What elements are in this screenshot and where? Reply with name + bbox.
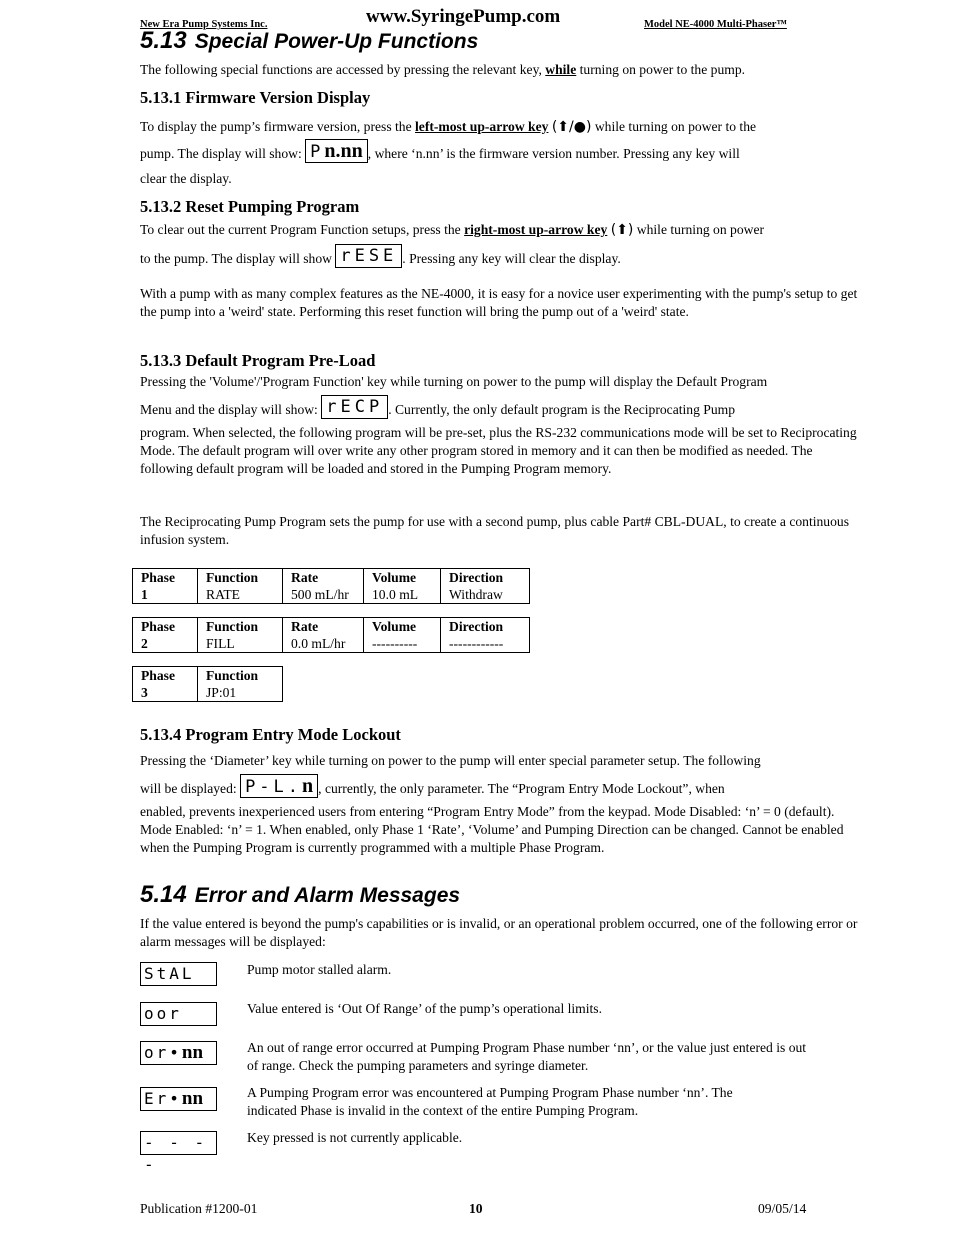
header-cell: Direction [441, 569, 530, 587]
preload-para-rest: program. When selected, the following program will be pre-set, plus the RS-232 communications mode will be set to Reciprocating Mode. The default program will over write any other program stored in memory and it can then be modified as needed. The following default program will be loaded and stored in the Pumping Program memory. [140, 425, 857, 476]
lcd-error-er-nn [140, 1087, 217, 1111]
header-cell: Volume [364, 618, 441, 636]
lcd-error-stall [140, 962, 217, 986]
section-title: Error and Alarm Messages [194, 884, 461, 907]
header-cell: Direction [441, 618, 530, 636]
header-cell: Phase [133, 569, 198, 587]
cell: 1 [133, 586, 198, 604]
footer-page-number: 10 [469, 1201, 483, 1216]
lcd-display-recp: rECP [321, 395, 388, 419]
text: while turning on power to the [591, 119, 757, 134]
lcd-segment-text: P [310, 142, 325, 162]
error-desc-or-nn: An out of range error occurred at Pumping Program Phase number ‘nn’, or the value just entered is out of range. Check the pumping parameters and syringe diameter. [247, 1040, 807, 1073]
subsection-5-13-3-heading: 5.13.3 Default Program Pre-Load [140, 351, 376, 370]
lcd-segment-text: Er• [144, 1089, 182, 1108]
cell: RATE [198, 586, 283, 604]
text: . Currently, the only default program is the Reciprocating Pump [388, 402, 736, 417]
lcd-display-reset: rESE [335, 244, 402, 268]
up-arrow-icon: (⬆) [610, 222, 634, 238]
lockout-para-rest: enabled, prevents inexperienced users from entering “Program Entry Mode” from the keypad. Mode Disabled: ‘n’ = 0 (default). Mode Enabled: ‘n’ = 1. When enabled, only Phase 1 ‘Rate’, ‘Volume’ and Pumping Direction can be changed. Cannot be enabled when the Pumping Program is currently programmed with a multiple Phase Program. [140, 804, 844, 855]
header-cell: Rate [283, 569, 364, 587]
header-cell: Function [198, 667, 283, 685]
text: , currently, the only parameter. The “Program Entry Mode Lockout”, when [318, 781, 725, 796]
header-cell: Function [198, 618, 283, 636]
text: To clear out the current Program Function setups, press the [140, 222, 465, 237]
cell: ------------ [441, 635, 530, 653]
cell: FILL [198, 635, 283, 653]
cell: Withdraw [441, 586, 530, 604]
table-header-row [133, 569, 530, 587]
subsection-5-13-2-heading: 5.13.2 Reset Pumping Program [140, 197, 360, 216]
cell: 3 [133, 684, 198, 702]
lcd-error-oor [140, 1002, 217, 1026]
phase-3-table [132, 666, 283, 702]
phase-1-table [132, 568, 530, 604]
intro-text-end: turning on power to the pump. [576, 62, 746, 77]
header-company: New Era Pump Systems Inc. [140, 19, 268, 30]
section-5-13-heading [140, 27, 479, 54]
text: will be displayed: [140, 781, 241, 796]
text: while turning on power [633, 222, 765, 237]
footer-date: 09/05/14 [758, 1201, 807, 1216]
lcd-segment-text: or• [144, 1043, 182, 1062]
phase-2-table [132, 617, 530, 653]
text: . Pressing any key will clear the display. [402, 251, 621, 266]
cell: JP:01 [198, 684, 283, 702]
firmware-para-line3: clear the display. [140, 171, 232, 186]
header-cell: Phase [133, 618, 198, 636]
header-model: Model NE-4000 Multi-Phaser™ [644, 19, 787, 30]
lcd-segment-text: P-L. [245, 777, 303, 797]
section-5-14-heading [140, 881, 461, 908]
table-row [133, 635, 530, 653]
section-number: 5.14 [140, 881, 187, 908]
preload-para-line2 [140, 395, 865, 419]
reset-para-2: With a pump with as many complex features as the NE-4000, it is easy for a novice user experimenting with the pump's setup to get the pump into a 'weird' state. Performing this reset function will bring the pump out of a 'weird' state. [140, 286, 858, 319]
header-cell: Phase [133, 667, 198, 685]
footer-publication: Publication #1200-01 [140, 1201, 258, 1216]
section-5-13-intro [140, 61, 865, 79]
text: Menu and the display will show: [140, 402, 322, 417]
subsection-5-13-1-heading: 5.13.1 Firmware Version Display [140, 88, 371, 107]
table-row [133, 684, 283, 702]
header-cell: Rate [283, 618, 364, 636]
lcd-error-dashes [140, 1131, 217, 1174]
error-desc-stall: Pump motor stalled alarm. [247, 962, 392, 977]
key-name: left-most up-arrow key [415, 119, 549, 134]
header-cell: Function [198, 569, 283, 587]
reset-para-line2 [140, 244, 865, 268]
lcd-bold-text: nn [181, 1042, 204, 1063]
cell: 2 [133, 635, 198, 653]
error-desc-dashes: Key pressed is not currently applicable. [247, 1130, 463, 1145]
section-title: Special Power-Up Functions [194, 30, 479, 53]
lcd-display-lockout [240, 774, 318, 798]
firmware-para-line2 [140, 139, 865, 163]
text: To display the pump’s firmware version, press the [140, 119, 416, 134]
preload-para-2: The Reciprocating Pump Program sets the pump for use with a second pump, plus cable Part# CBL-DUAL, to create a continuous infusion system. [140, 514, 849, 547]
lcd-segment-text: - - - - [144, 1133, 208, 1174]
cell: 10.0 mL [364, 586, 441, 604]
subsection-5-13-4-heading: 5.13.4 Program Entry Mode Lockout [140, 725, 401, 744]
lcd-display-firmware [305, 139, 368, 163]
intro-key: while [545, 62, 577, 77]
error-desc-oor: Value entered is ‘Out Of Range’ of the pump’s operational limits. [247, 1001, 602, 1016]
lcd-segment-text: oor [144, 1004, 182, 1023]
section-5-14-intro: If the value entered is beyond the pump's capabilities or is invalid, or an operational problem occurred, one of the following error or alarm messages will be displayed: [140, 916, 858, 949]
section-number: 5.13 [140, 27, 187, 54]
intro-text: The following special functions are accessed by pressing the relevant key, [140, 62, 546, 77]
lcd-segment-text: StAL [144, 964, 195, 983]
text: , where ‘n.nn’ is the firmware version number. Pressing any key will [367, 146, 740, 161]
lcd-error-or-nn [140, 1041, 217, 1065]
cell: ---------- [364, 635, 441, 653]
cell: 500 mL/hr [283, 586, 364, 604]
header-cell: Volume [364, 569, 441, 587]
header-website: www.SyringePump.com [366, 6, 561, 27]
table-header-row [133, 618, 530, 636]
key-name: right-most up-arrow key [464, 222, 608, 237]
firmware-para-line1 [140, 118, 865, 136]
error-desc-er-nn: A Pumping Program error was encountered at Pumping Program Phase number ‘nn’. The indicated Phase is invalid in the context of the entire Pumping Program. [247, 1085, 733, 1118]
lockout-para-line2 [140, 774, 865, 798]
text: pump. The display will show: [140, 146, 306, 161]
up-arrow-icon: (⬆/●) [551, 119, 592, 135]
table-row [133, 586, 530, 604]
text: to the pump. The display will show [140, 251, 336, 266]
lcd-bold-text: n.nn [324, 140, 363, 162]
reset-para-line1 [140, 221, 865, 239]
cell: 0.0 mL/hr [283, 635, 364, 653]
lockout-para-line1: Pressing the ‘Diameter’ key while turning on power to the pump will enter special parameter setup. The following [140, 753, 761, 768]
table-header-row [133, 667, 283, 685]
lcd-bold-text: nn [181, 1088, 204, 1109]
preload-para-line1: Pressing the 'Volume'/'Program Function' key while turning on power to the pump will display the Default Program [140, 374, 768, 389]
lcd-bold-text: n [302, 775, 314, 797]
